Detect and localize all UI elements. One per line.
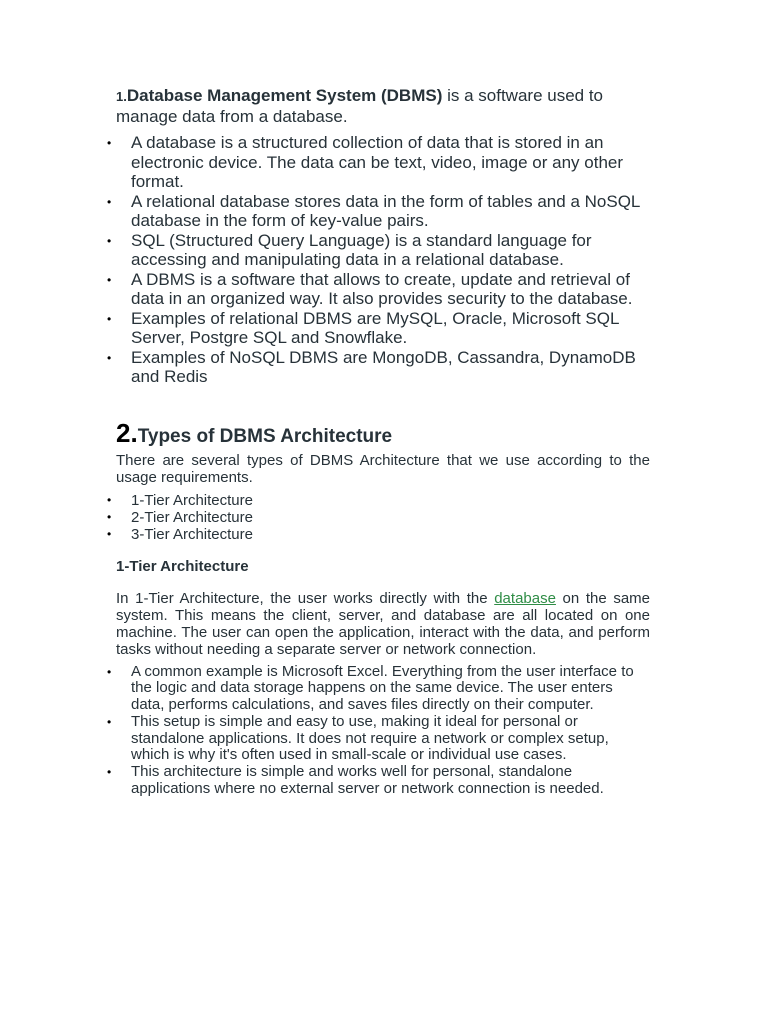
dbms-intro [116, 86, 650, 127]
architecture-types-intro: There are several types of DBMS Architecture that we use according to the usage requirements. [116, 451, 650, 486]
list-item: • This architecture is simple and works well for personal, standalone applications where no external server or network connection is needed. [116, 764, 650, 798]
list-item: • A relational database stores data in the form of tables and a NoSQL database in the form of key-value pairs. [116, 192, 650, 231]
one-tier-bullet-list [116, 664, 650, 798]
list-item: • Examples of relational DBMS are MySQL, Oracle, Microsoft SQL Server, Postgre SQL and Snowflake. [116, 309, 650, 348]
database-link[interactable]: database [494, 589, 556, 607]
list-item: • A common example is Microsoft Excel. Everything from the user interface to the logic and data storage happens on the same device. The user enters data, performs calculations, and saves files directly on their computer. [116, 664, 650, 714]
section-title: Types of DBMS Architecture [137, 425, 393, 447]
list-item: • 1-Tier Architecture [116, 492, 650, 509]
list-item: • This setup is simple and easy to use, making it ideal for personal or standalone applications. It does not require a network or complex setup, which is why it's often used in small-scale or individual use cases. [116, 714, 650, 764]
section-number: 2. [116, 417, 138, 448]
dbms-term: Database Management System (DBMS) [126, 86, 443, 105]
dbms-bullet-list [116, 133, 650, 387]
one-tier-paragraph [116, 590, 650, 658]
architecture-types-heading [116, 418, 650, 452]
document-page [116, 86, 650, 798]
one-tier-heading: 1-Tier Architecture [116, 557, 249, 575]
list-item: • Examples of NoSQL DBMS are MongoDB, Cassandra, DynamoDB and Redis [116, 348, 650, 387]
architecture-types-list [116, 492, 650, 543]
list-item: • 2-Tier Architecture [116, 509, 650, 526]
section-number: 1. [116, 89, 127, 104]
dbms-intro-text: is a software used to manage data from a database. [116, 86, 604, 126]
paragraph-text: on the same system. This means the client, server, and database are all located on one machine. The user can open the application, interact with the data, and perform tasks without needing a separate server or network connection. [116, 589, 650, 658]
paragraph-text: In 1-Tier Architecture, the user works directly with the [116, 589, 495, 607]
list-item: • SQL (Structured Query Language) is a standard language for accessing and manipulating data in a relational database. [116, 231, 650, 270]
list-item: • 3-Tier Architecture [116, 526, 650, 543]
list-item: • A database is a structured collection of data that is stored in an electronic device. The data can be text, video, image or any other format. [116, 133, 650, 192]
list-item: • A DBMS is a software that allows to create, update and retrieval of data in an organized way. It also provides security to the database. [116, 270, 650, 309]
